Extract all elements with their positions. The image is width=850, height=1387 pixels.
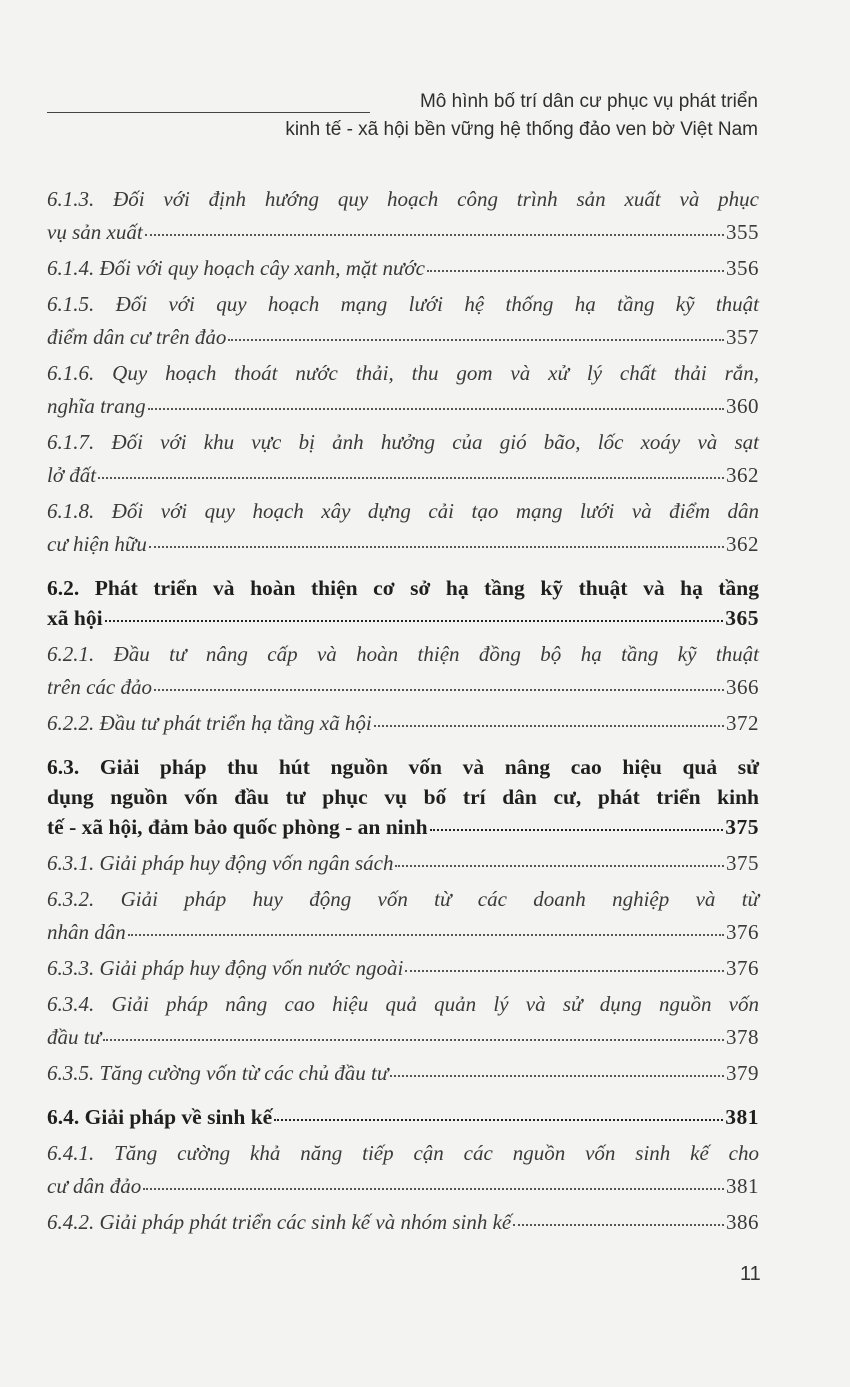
- toc-entry-title-line: 6.3.2. Giải pháp huy động vốn từ các doanh nghiệp và từ: [47, 887, 759, 911]
- toc-subsection-entry[interactable]: [47, 183, 759, 249]
- toc-entry-title-line: dụng nguồn vốn đầu tư phục vụ bố trí dân cư, phát triển kinh: [47, 785, 759, 809]
- dot-leader: [427, 270, 724, 272]
- toc-section-entry[interactable]: [47, 752, 759, 842]
- toc-page-number: 356: [726, 256, 759, 280]
- toc-entry-title: tế - xã hội, đảm bảo quốc phòng - an ninh: [47, 815, 428, 839]
- dot-leader: [128, 934, 724, 936]
- toc-entry-title: xã hội: [47, 606, 103, 630]
- toc-entry-title: 6.3.3. Giải pháp huy động vốn nước ngoài: [47, 956, 404, 980]
- toc-page-number: 357: [726, 325, 759, 349]
- toc-subsection-entry[interactable]: [47, 495, 759, 561]
- toc-entry-title-line: 6.4.1. Tăng cường khả năng tiếp cận các nguồn vốn sinh kế cho: [47, 1141, 759, 1165]
- toc-entry-title-line: 6.1.6. Quy hoạch thoát nước thải, thu gom và xử lý chất thải rắn,: [47, 361, 759, 385]
- toc-subsection-entry[interactable]: [47, 883, 759, 949]
- dot-leader: [390, 1075, 724, 1077]
- toc-section-entry[interactable]: [47, 1102, 759, 1132]
- dot-leader: [143, 1188, 724, 1190]
- toc-entry-title-line: 6.1.7. Đối với khu vực bị ảnh hưởng của gió bão, lốc xoáy và sạt: [47, 430, 759, 454]
- toc-entry-title-line: 6.1.8. Đối với quy hoạch xây dựng cải tạo mạng lưới và điểm dân: [47, 499, 759, 523]
- toc-entry-title: 6.2.2. Đầu tư phát triển hạ tầng xã hội: [47, 711, 372, 735]
- toc-page-number: 381: [725, 1105, 759, 1129]
- dot-leader: [228, 339, 724, 341]
- toc-page-number: 376: [726, 956, 759, 980]
- toc-page-number: 379: [726, 1061, 759, 1085]
- table-of-contents: [47, 183, 759, 1242]
- toc-page-number: 376: [726, 920, 759, 944]
- toc-entry-title: lở đất: [47, 463, 97, 487]
- toc-entry-title: 6.3.1. Giải pháp huy động vốn ngân sách: [47, 851, 394, 875]
- toc-subsection-entry[interactable]: [47, 638, 759, 704]
- dot-leader: [274, 1119, 723, 1121]
- toc-entry-title: trên các đảo: [47, 675, 152, 699]
- toc-entry-title-line: 6.3.4. Giải pháp nâng cao hiệu quả quản lý và sử dụng nguồn vốn: [47, 992, 759, 1016]
- dot-leader: [145, 234, 724, 236]
- header-line-1: Mô hình bố trí dân cư phục vụ phát triển: [419, 91, 758, 112]
- toc-subsection-entry[interactable]: [47, 707, 759, 740]
- toc-page-number: 381: [726, 1174, 759, 1198]
- toc-entry-title: đầu tư: [47, 1025, 102, 1049]
- dot-leader: [405, 970, 724, 972]
- toc-subsection-entry[interactable]: [47, 357, 759, 423]
- toc-page-number: 378: [726, 1025, 759, 1049]
- header-line-2: kinh tế - xã hội bền vững hệ thống đảo ven bờ Việt Nam: [285, 119, 758, 140]
- dot-leader: [374, 725, 724, 727]
- toc-entry-title: điểm dân cư trên đảo: [47, 325, 227, 349]
- toc-entry-title: 6.1.4. Đối với quy hoạch cây xanh, mặt nước: [47, 256, 425, 280]
- toc-entry-title: nhân dân: [47, 920, 126, 944]
- toc-subsection-entry[interactable]: [47, 1206, 759, 1239]
- toc-subsection-entry[interactable]: [47, 988, 759, 1054]
- toc-page-number: 360: [726, 394, 759, 418]
- toc-entry-title: cư dân đảo: [47, 1174, 142, 1198]
- dot-leader: [430, 829, 724, 831]
- toc-subsection-entry[interactable]: [47, 1137, 759, 1203]
- toc-page-number: 366: [726, 675, 759, 699]
- toc-page-number: 375: [726, 851, 759, 875]
- running-header: [258, 88, 758, 144]
- toc-entry-title: 6.4. Giải pháp về sinh kế: [47, 1105, 273, 1129]
- dot-leader: [103, 1039, 724, 1041]
- dot-leader: [154, 689, 724, 691]
- dot-leader: [148, 408, 724, 410]
- toc-entry-title: vụ sản xuất: [47, 220, 143, 244]
- toc-page-number: 362: [726, 463, 759, 487]
- toc-entry-title-line: 6.2. Phát triển và hoàn thiện cơ sở hạ tầng kỹ thuật và hạ tầng: [47, 576, 759, 600]
- toc-subsection-entry[interactable]: [47, 252, 759, 285]
- toc-page-number: 372: [726, 711, 759, 735]
- toc-page-number: 365: [725, 606, 759, 630]
- dot-leader: [149, 546, 724, 548]
- toc-subsection-entry[interactable]: [47, 426, 759, 492]
- dot-leader: [105, 620, 724, 622]
- dot-leader: [395, 865, 724, 867]
- toc-entry-title-line: 6.1.5. Đối với quy hoạch mạng lưới hệ thống hạ tầng kỹ thuật: [47, 292, 759, 316]
- toc-entry-title: nghĩa trang: [47, 394, 146, 418]
- toc-entry-title: 6.4.2. Giải pháp phát triển các sinh kế và nhóm sinh kế: [47, 1210, 512, 1234]
- toc-page-number: 362: [726, 532, 759, 556]
- toc-section-entry[interactable]: [47, 573, 759, 633]
- toc-entry-title: cư hiện hữu: [47, 532, 147, 556]
- toc-subsection-entry[interactable]: [47, 1057, 759, 1090]
- toc-page-number: 386: [726, 1210, 759, 1234]
- toc-subsection-entry[interactable]: [47, 847, 759, 880]
- page-number: 11: [740, 1263, 761, 1285]
- toc-entry-title: 6.3.5. Tăng cường vốn từ các chủ đầu tư: [47, 1061, 389, 1085]
- toc-entry-title-line: 6.1.3. Đối với định hướng quy hoạch công trình sản xuất và phục: [47, 187, 759, 211]
- toc-page-number: 355: [726, 220, 759, 244]
- dot-leader: [98, 477, 724, 479]
- toc-entry-title-line: 6.2.1. Đầu tư nâng cấp và hoàn thiện đồng bộ hạ tầng kỹ thuật: [47, 642, 759, 666]
- toc-subsection-entry[interactable]: [47, 952, 759, 985]
- toc-page-number: 375: [725, 815, 759, 839]
- dot-leader: [513, 1224, 724, 1226]
- toc-subsection-entry[interactable]: [47, 288, 759, 354]
- toc-entry-title-line: 6.3. Giải pháp thu hút nguồn vốn và nâng cao hiệu quả sử: [47, 755, 759, 779]
